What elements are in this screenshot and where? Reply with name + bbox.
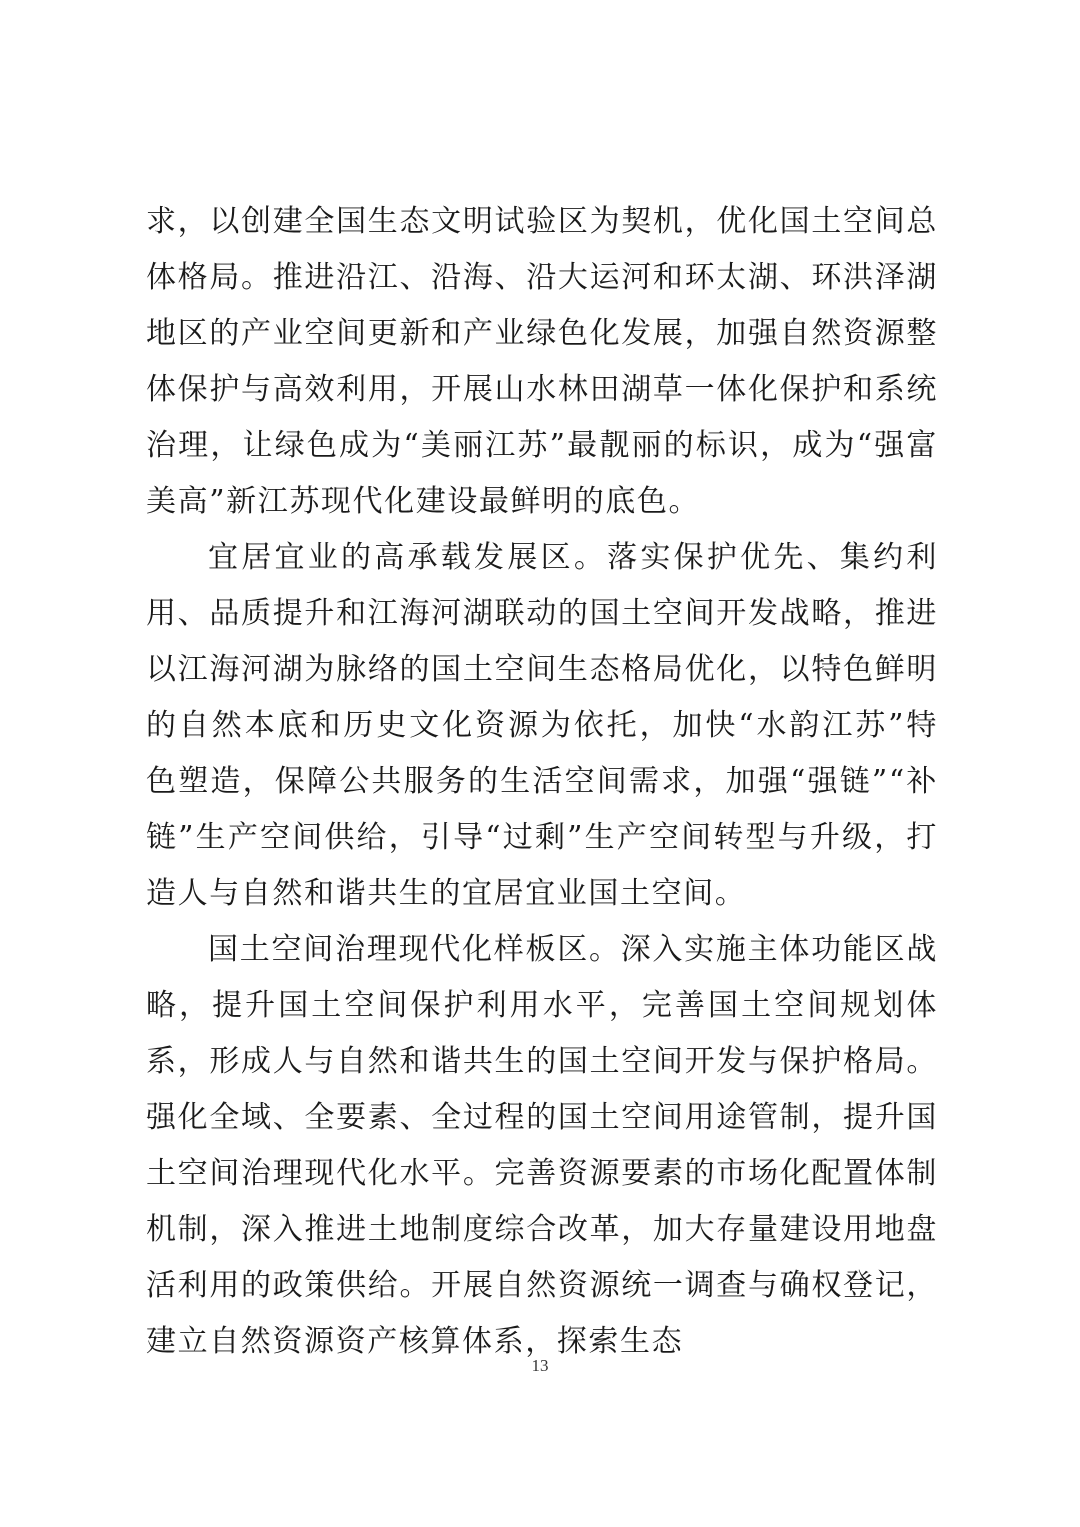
paragraph-2-heading: 宜居宜业的高承载发展区。 (208, 540, 608, 575)
paragraph-3-heading: 国土空间治理现代化样板区。 (208, 932, 621, 967)
paragraph-continuation (146, 194, 938, 530)
paragraph-2-text: 落实保护优先、集约利用、品质提升和江海河湖联动的国土空间开发战略，推进以江海河湖为脉络的国土空间生态格局优化，以特色鲜明的自然本底和历史文化资源为依托，加快“水韵江苏”特色塑造，保障公共服务的生活空间需求，加强“强链”“补链”生产空间供给，引导“过剩”生产空间转型与升级，打造人与自然和谐共生的宜居宜业国土空间。 (146, 540, 939, 911)
page-number: 13 (531, 1356, 549, 1375)
paragraph-3-text: 深入实施主体功能区战略，提升国土空间保护利用水平，完善国土空间规划体系，形成人与自然和谐共生的国土空间开发与保护格局。强化全域、全要素、全过程的国土空间用途管制，提升国土空间治理现代化水平。完善资源要素的市场化配置体制机制，深入推进土地制度综合改革，加大存量建设用地盘活利用的政策供给。开展自然资源统一调查与确权登记，建立自然资源资产核算体系，探索生态 (146, 932, 938, 1359)
paragraph-governance-model-zone (146, 922, 938, 1370)
paragraph-1-text: 求，以创建全国生态文明试验区为契机，优化国土空间总体格局。推进沿江、沿海、沿大运河和环太湖、环洪泽湖地区的产业空间更新和产业绿色化发展，加强自然资源整体保护与高效利用，开展山水林田湖草一体化保护和系统治理，让绿色成为“美丽江苏”最靓丽的标识，成为“强富美高”新江苏现代化建设最鲜明的底色。 (146, 204, 938, 519)
paragraph-livable-development-zone (146, 530, 938, 922)
document-body (146, 194, 938, 1370)
